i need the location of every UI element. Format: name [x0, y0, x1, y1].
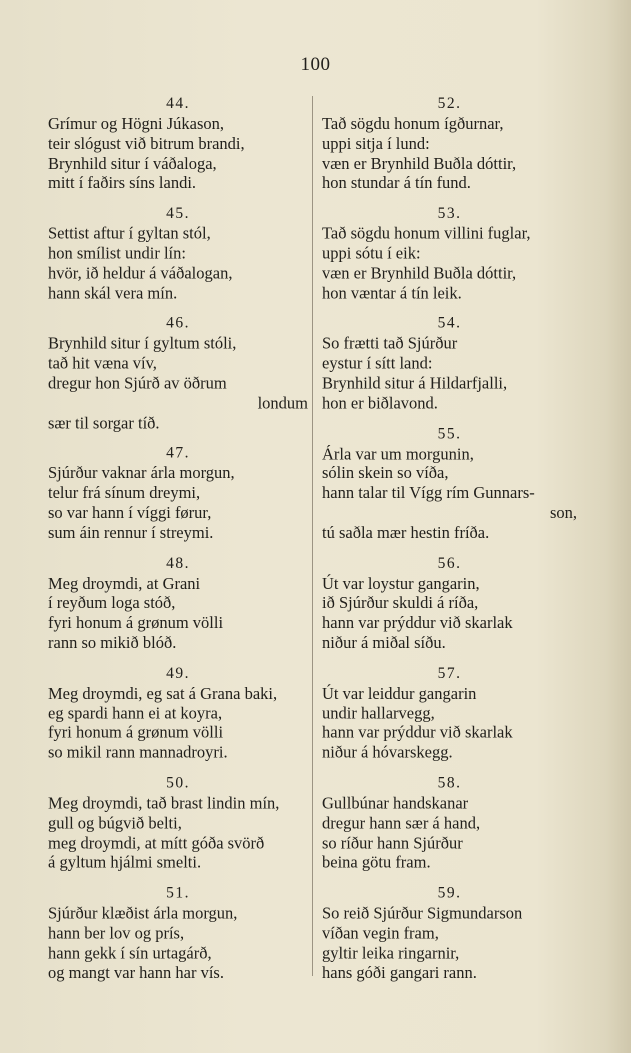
verse-line: teir slógust við bitrum brandi, [48, 133, 245, 153]
verse-line: væn er Brynhild Buðla dóttir, [322, 153, 517, 173]
stanza-number: 55. [437, 424, 462, 442]
stanza-number: 56. [437, 554, 462, 572]
verse-line: Út var loystur gangarin, [322, 573, 480, 593]
verse-line: fyri honum á grønum völli [48, 723, 224, 743]
stanza-number: 47. [166, 444, 190, 462]
verse-line: Gullbúnar handskanar [322, 793, 469, 813]
verse-line: tú saðla mær hestin fríða. [322, 522, 490, 542]
stanza [48, 314, 308, 433]
verse-line: fyri honum á grønum völli [48, 613, 224, 633]
verse-line: rann so mikið blóð. [48, 632, 177, 652]
verse-line: Brynhild situr í gyltum stóli, [48, 333, 237, 353]
stanza [322, 314, 577, 413]
verse-line: eg spardi hann ei at koyra, [48, 703, 223, 723]
verse-line: hann gekk í sín urtagárð, [48, 943, 212, 962]
stanza-number: 46. [166, 314, 190, 332]
stanza [48, 444, 308, 543]
verse-line: hann var prýddur við skarlak [322, 613, 513, 633]
verse-line: dregur hann sær á hand, [322, 813, 481, 833]
verse-line: Út var leiddur gangarin [322, 683, 477, 703]
stanza [48, 554, 308, 653]
column-divider [312, 96, 313, 976]
stanza [322, 664, 577, 763]
verse-line: hon stundar á tín fund. [322, 173, 471, 193]
verse-line: hvör, ið heldur á váðalogan, [48, 263, 233, 283]
stanza-number: 53. [437, 204, 462, 222]
right-column [322, 94, 577, 993]
stanza-number: 58. [437, 774, 462, 792]
stanza-number: 49. [166, 664, 190, 682]
verse-line: Sjúrður vaknar árla morgun, [48, 463, 235, 483]
verse-line: londum [257, 393, 308, 413]
verse-line: niður á miðal síðu. [322, 632, 446, 652]
verse-line: Brynhild situr á Hildarfjalli, [322, 373, 508, 393]
verse-line: hann skál vera mín. [48, 283, 178, 303]
left-column [48, 94, 308, 993]
verse-line: hon væntar á tín leik. [322, 283, 462, 303]
stanza [322, 204, 577, 303]
stanza [48, 204, 308, 303]
stanza-number: 59. [437, 884, 462, 902]
stanza-number: 54. [437, 314, 462, 332]
stanza [322, 774, 577, 873]
verse-line: son, [549, 503, 577, 523]
verse-line: gyltir leika ringarnir, [322, 943, 460, 962]
verse-line: hans góði gangari rann. [322, 962, 477, 982]
stanza [322, 424, 577, 543]
verse-line: ið Sjúrður skuldi á ríða, [322, 593, 479, 613]
verse-line: Tað sögdu honum ígðurnar, [322, 113, 504, 133]
verse-line: niður á hóvarskegg. [322, 742, 453, 762]
verse-line: beina götu fram. [322, 852, 431, 872]
stanza-number: 51. [166, 884, 190, 902]
verse-line: uppi sótu í eik: [322, 243, 421, 263]
verse-line: So frætti tað Sjúrður [322, 333, 458, 353]
verse-line: sólin skein so víða, [322, 463, 449, 483]
verse-line: eystur í sítt land: [322, 353, 433, 373]
verse-line: so mikil rann mannadroyri. [48, 742, 228, 762]
stanza [322, 554, 577, 653]
stanza [48, 664, 308, 763]
verse-line: hann ber lov og prís, [48, 923, 185, 943]
verse-line: hann var prýddur við skarlak [322, 723, 513, 743]
verse-line: á gyltum hjálmi smelti. [48, 852, 202, 872]
stanza-number: 48. [166, 554, 190, 572]
stanza [48, 774, 308, 873]
verse-line: dregur hon Sjúrð av öðrum [48, 373, 227, 393]
page-number: 100 [300, 54, 331, 75]
verse-line: Meg droymdi, tað brast lindin mín, [48, 793, 280, 813]
verse-line: hon smílist undir lín: [48, 243, 186, 263]
verse-line: Sjúrður klæðist árla morgun, [48, 903, 238, 923]
verse-line: Tað sögdu honum villini fuglar, [322, 223, 531, 243]
stanza-number: 52. [437, 94, 462, 112]
verse-line: sum áin rennur í streymi. [48, 522, 214, 542]
stanza-number: 45. [166, 204, 190, 222]
stanza [322, 884, 577, 983]
verse-line: telur frá sínum dreymi, [48, 483, 201, 503]
verse-line: meg droymdi, at mítt góða svörð [48, 833, 265, 852]
verse-line: í reyðum loga stóð, [48, 593, 176, 613]
verse-line: tað hit væna vív, [48, 353, 157, 373]
verse-line: uppi sitja í lund: [322, 133, 430, 153]
verse-line: Brynhild situr í váðaloga, [48, 153, 217, 173]
verse-line: Meg droymdi, at Grani [48, 573, 201, 593]
verse-line: sær til sorgar tíð. [48, 412, 160, 432]
stanza-number: 44. [166, 94, 190, 112]
stanza-number: 57. [437, 664, 462, 682]
verse-line: Settist aftur í gyltan stól, [48, 223, 211, 243]
verse-line: mitt í faðirs síns landi. [48, 173, 197, 193]
verse-line: so ríður hann Sjúrður [322, 833, 463, 852]
verse-line: so var hann í víggi førur, [48, 503, 212, 523]
verse-line: Árla var um morgunin, [322, 443, 474, 463]
verse-line: víðan vegin fram, [322, 923, 439, 943]
verse-line: gull og búgvið belti, [48, 813, 182, 833]
verse-line: hann talar til Vígg rím Gunnars- [322, 483, 535, 503]
verse-line: hon er biðlavond. [322, 393, 438, 413]
stanza-number: 50. [166, 774, 190, 792]
verse-line: Meg droymdi, eg sat á Grana baki, [48, 683, 278, 703]
verse-line: So reið Sjúrður Sigmundarson [322, 903, 523, 923]
stanza [322, 94, 577, 193]
stanza [48, 94, 308, 193]
verse-line: og mangt var hann har vís. [48, 962, 224, 982]
verse-line: væn er Brynhild Buðla dóttir, [322, 263, 517, 283]
verse-line: undir hallarvegg, [322, 703, 435, 723]
verse-line: Grímur og Högni Júkason, [48, 113, 224, 133]
stanza [48, 884, 308, 983]
